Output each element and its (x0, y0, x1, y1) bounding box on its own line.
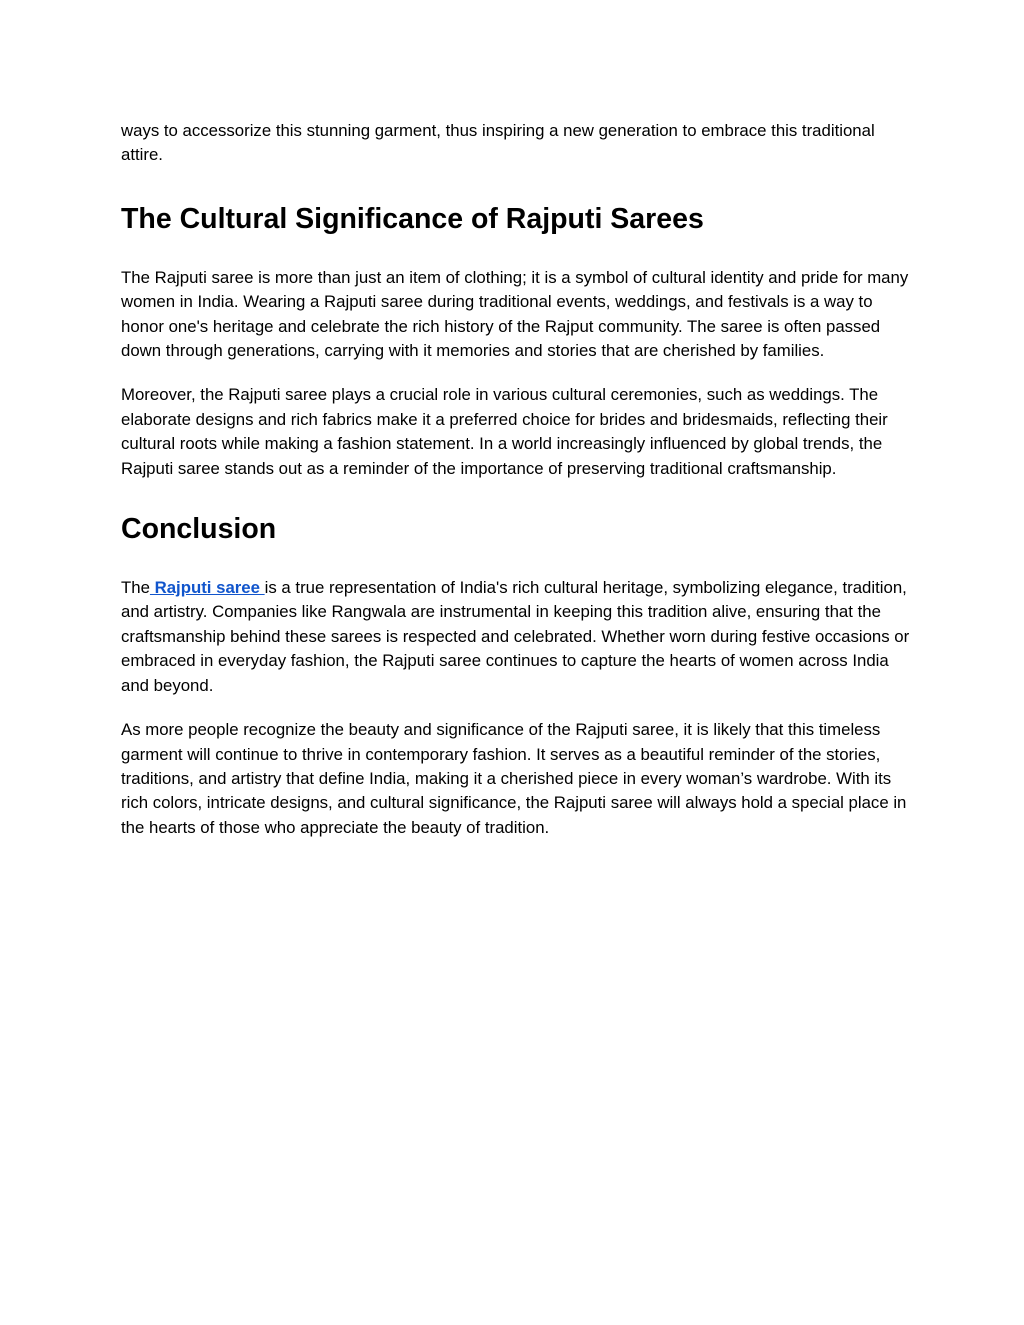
intro-continuation-paragraph: ways to accessorize this stunning garment, thus inspiring a new generation to embrace this traditional attire. (121, 121, 875, 165)
closing-paragraph: As more people recognize the beauty and significance of the Rajputi saree, it is likely that this timeless garment will continue to thrive in contemporary fashion. It serves as a beautiful reminder of the stories, traditions, and artistry that define India, making it a cherished piece in every woman’s wardrobe. With its rich colors, intricate designs, and cultural significance, the Rajputi saree will always hold a special place in the hearts of those who appreciate the beauty of tradition. (121, 720, 907, 837)
section-heading-cultural-significance: The Cultural Significance of Rajputi Sarees (121, 202, 704, 235)
conclusion-paragraph (121, 576, 911, 698)
document-page (121, 119, 911, 840)
rajputi-saree-link[interactable]: Rajputi saree (149, 578, 265, 598)
body-paragraph: Moreover, the Rajputi saree plays a crucial role in various cultural ceremonies, such as weddings. The elaborate designs and rich fabrics make it a preferred choice for brides and bridesmaids, reflecting their cultural roots while making a fashion statement. In a world increasingly influenced by global trends, the Rajputi saree stands out as a reminder of the importance of preserving traditional craftsmanship. (121, 385, 888, 478)
section-heading-conclusion: Conclusion (121, 513, 277, 546)
body-paragraph: The Rajputi saree is more than just an item of clothing; it is a symbol of cultural identity and pride for many women in India. Wearing a Rajputi saree during traditional events, weddings, and festivals is a way to honor one's heritage and celebrate the rich history of the Rajput community. The saree is often passed down through generations, carrying with it memories and stories that are cherished by families. (121, 267, 909, 361)
conclusion-text-after-link: is a true representation of India's rich cultural heritage, symbolizing elegance, tradition, and artistry. Companies like Rangwala are instrumental in keeping this tradition alive, ensuring that the craftsmanship behind these sarees is respected and celebrated. Whether worn during festive occasions or embraced in everyday fashion, the Rajputi saree continues to capture the hearts of women across India and beyond. (121, 578, 910, 695)
conclusion-text-before-link: The (121, 578, 150, 598)
